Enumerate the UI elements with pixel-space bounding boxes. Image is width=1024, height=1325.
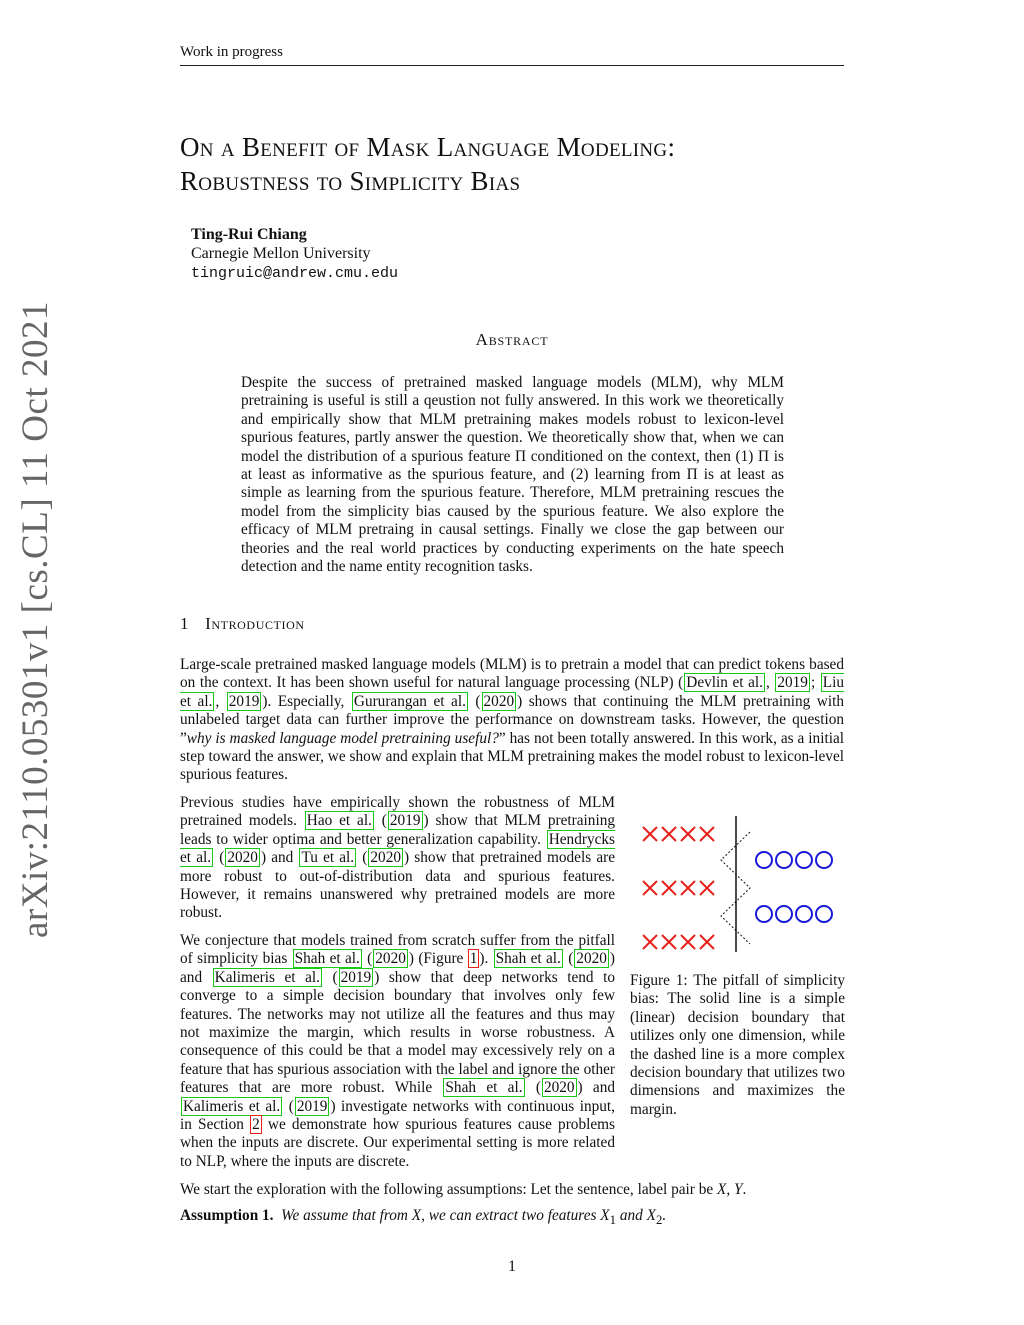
citation-link[interactable]: Hendrycks et al.: [180, 830, 615, 867]
cross-marker: [681, 827, 695, 841]
section-reference-link[interactable]: 2: [252, 1116, 260, 1134]
section-number: 1: [180, 614, 190, 633]
citation-link[interactable]: Tu et al.: [301, 849, 355, 867]
emphasized-question: why is masked language model pretraining useful?: [186, 729, 499, 747]
section-title: Introduction: [205, 614, 305, 633]
circle-marker: [796, 852, 812, 868]
citation-link[interactable]: 2020: [576, 950, 607, 968]
citation-link[interactable]: 2020: [375, 950, 406, 968]
circle-marker: [816, 906, 832, 922]
cross-marker: [681, 935, 695, 949]
title-line-1: On a Benefit of Mask Language Modeling:: [180, 132, 676, 162]
circle-marker: [796, 906, 812, 922]
figure-reference-link[interactable]: 1: [469, 950, 478, 968]
citation-link[interactable]: 2019: [777, 674, 808, 692]
abstract-body: Despite the success of pretrained masked language models (MLM), why MLM pretraining is useful is still a qeustion not fully answered. In this work we theoretically and empirically show that MLM pretraining makes models robust to lexicon-level spurious features, partly answer the question. We theoretically show that, when we can model the distribution of a spurious feature Π conditioned on the context, then (1) Π is at least as informative as the spurious feature, and (2) learning from Π is at least as simple as learning from the spurious feature. Therefore, MLM pretraining rescues the model from the simplicity bias caused by the spurious feature. We also explore the efficacy of MLM pretraing in causal settings. Finally we close the gap between our theories and the real world practices by conducting experiments on the hate speech detection and the name entity recognition tasks.: [241, 374, 784, 576]
circle-marker: [816, 852, 832, 868]
section-heading: [180, 614, 305, 634]
figure-1-diagram: [630, 812, 845, 962]
citation-link[interactable]: 2020: [543, 1079, 575, 1097]
abstract-heading: Abstract: [475, 330, 549, 349]
math-xy: X, Y: [717, 1181, 743, 1198]
citation-link[interactable]: Kalimeris et al.: [183, 1097, 281, 1115]
citation-link[interactable]: Hao et al.: [306, 812, 372, 830]
cross-marker: [643, 827, 657, 841]
cross-marker: [681, 881, 695, 895]
citation-link[interactable]: 2019: [389, 812, 421, 830]
cross-marker: [700, 881, 714, 895]
figure-1-caption: Figure 1: The pitfall of simplicity bias: The solid line is a simple (linear) decision boundary that utilizes only one dimension, while the dashed line is a more complex decision boundary that utilizes two dimensions and maximizes the margin.: [630, 972, 845, 1118]
cross-marker: [662, 881, 676, 895]
paper-title: [180, 130, 860, 198]
circle-marker: [776, 852, 792, 868]
citation-link[interactable]: Shah et al.: [445, 1079, 523, 1097]
page-number: 1: [508, 1258, 516, 1275]
citation-link[interactable]: 2019: [340, 968, 372, 986]
citation-link[interactable]: Shah et al.: [495, 950, 561, 968]
citation-link[interactable]: Kalimeris et al.: [214, 968, 320, 986]
citation-link[interactable]: Shah et al.: [294, 950, 360, 968]
circle-marker: [756, 852, 772, 868]
author-name: Ting-Rui Chiang: [191, 226, 307, 243]
intro-paragraph-2: Previous studies have empirically shown the robustness of MLM pretrained models. Hao et al. ( 2019 ) show that MLM pretraining leads to wider optima and better generalization capability. Hendrycks et al. ( 2020 ) and Tu et al. ( 2020 ) show that pretrained models are more robust to out-of-distribution data and spurious features. However, it remains unanswered why pretrained models are more robust.: [180, 794, 616, 922]
citation-link[interactable]: 2019: [228, 692, 260, 710]
assumption-label: Assumption 1.: [180, 1207, 274, 1224]
cross-marker: [700, 935, 714, 949]
circle-marker: [776, 906, 792, 922]
cross-marker: [643, 935, 657, 949]
citation-link[interactable]: 2019: [296, 1097, 328, 1115]
title-line-2: Robustness to Simplicity Bias: [180, 166, 521, 196]
author-affiliation: Carnegie Mellon University: [191, 245, 371, 262]
citation-link[interactable]: Devlin et al.: [686, 674, 763, 692]
cross-marker: [643, 881, 657, 895]
cross-marker: [662, 935, 676, 949]
cross-markers: [643, 827, 714, 949]
running-header: Work in progress: [180, 44, 844, 66]
citation-link[interactable]: 2020: [370, 849, 401, 867]
cross-marker: [700, 827, 714, 841]
circle-markers: [756, 852, 832, 922]
intro-paragraph-3: We conjecture that models trained from scratch suffer from the pitfall of simplicity bias Shah et al. ( 2020 ) (Figure 1 ). Shah et al. ( 2020 ) and Kalimeris et al. ( 2019 ) show that deep networks tend to converge to a simple decision boundary that involves only few features. The networks may not utilize all the features and thus may not maximize the margin, which results in worse robustness. A consequence of this could be that a model may excessively rely on a feature that has spurious association with the label and ignore the other features that are more robust. While Shah et al. ( 2020 ) and Kalimeris et al. ( 2019 ) investigate networks with continuous input, in Section 2 we demonstrate how spurious features cause problems when the inputs are discrete. Our experimental setting is more related to NLP, where the inputs are discrete.: [180, 932, 616, 1170]
cross-marker: [662, 827, 676, 841]
citation-link[interactable]: Gururangan et al.: [353, 692, 466, 710]
circle-marker: [756, 906, 772, 922]
intro-paragraph-1: Large-scale pretrained masked language models (MLM) is to pretrain a model that can predict tokens based on the context. It has been shown useful for natural language processing (NLP) ( Devlin et al. , 2019 ; Liu et al. , 2019 ). Especially, Gururangan et al. ( 2020 ) shows that continuing the MLM pretraining with unlabeled target data can further improve the performance on downstream tasks. However, the question ”why is masked language model pretraining useful?” has not been totally answered. In this work, as a initial step toward the answer, we show and explain that MLM pretraining makes the model robust to lexicon-level spurious features.: [180, 656, 845, 784]
intro-paragraph-4: We start the exploration with the following assumptions: Let the sentence, label pair be X, Y.: [180, 1181, 747, 1198]
author-email[interactable]: tingruic@andrew.cmu.edu: [191, 265, 399, 282]
citation-link[interactable]: Liu et al.: [180, 674, 845, 710]
arxiv-identifier: arXiv:2110.05301v1 [cs.CL] 11 Oct 2021: [15, 301, 56, 938]
assumption-1: Assumption 1. We assume that from X, we can extract two features $X_1$ and $X_2$.: [180, 1207, 667, 1228]
citation-link[interactable]: 2020: [227, 849, 258, 867]
citation-link[interactable]: 2020: [483, 692, 515, 710]
